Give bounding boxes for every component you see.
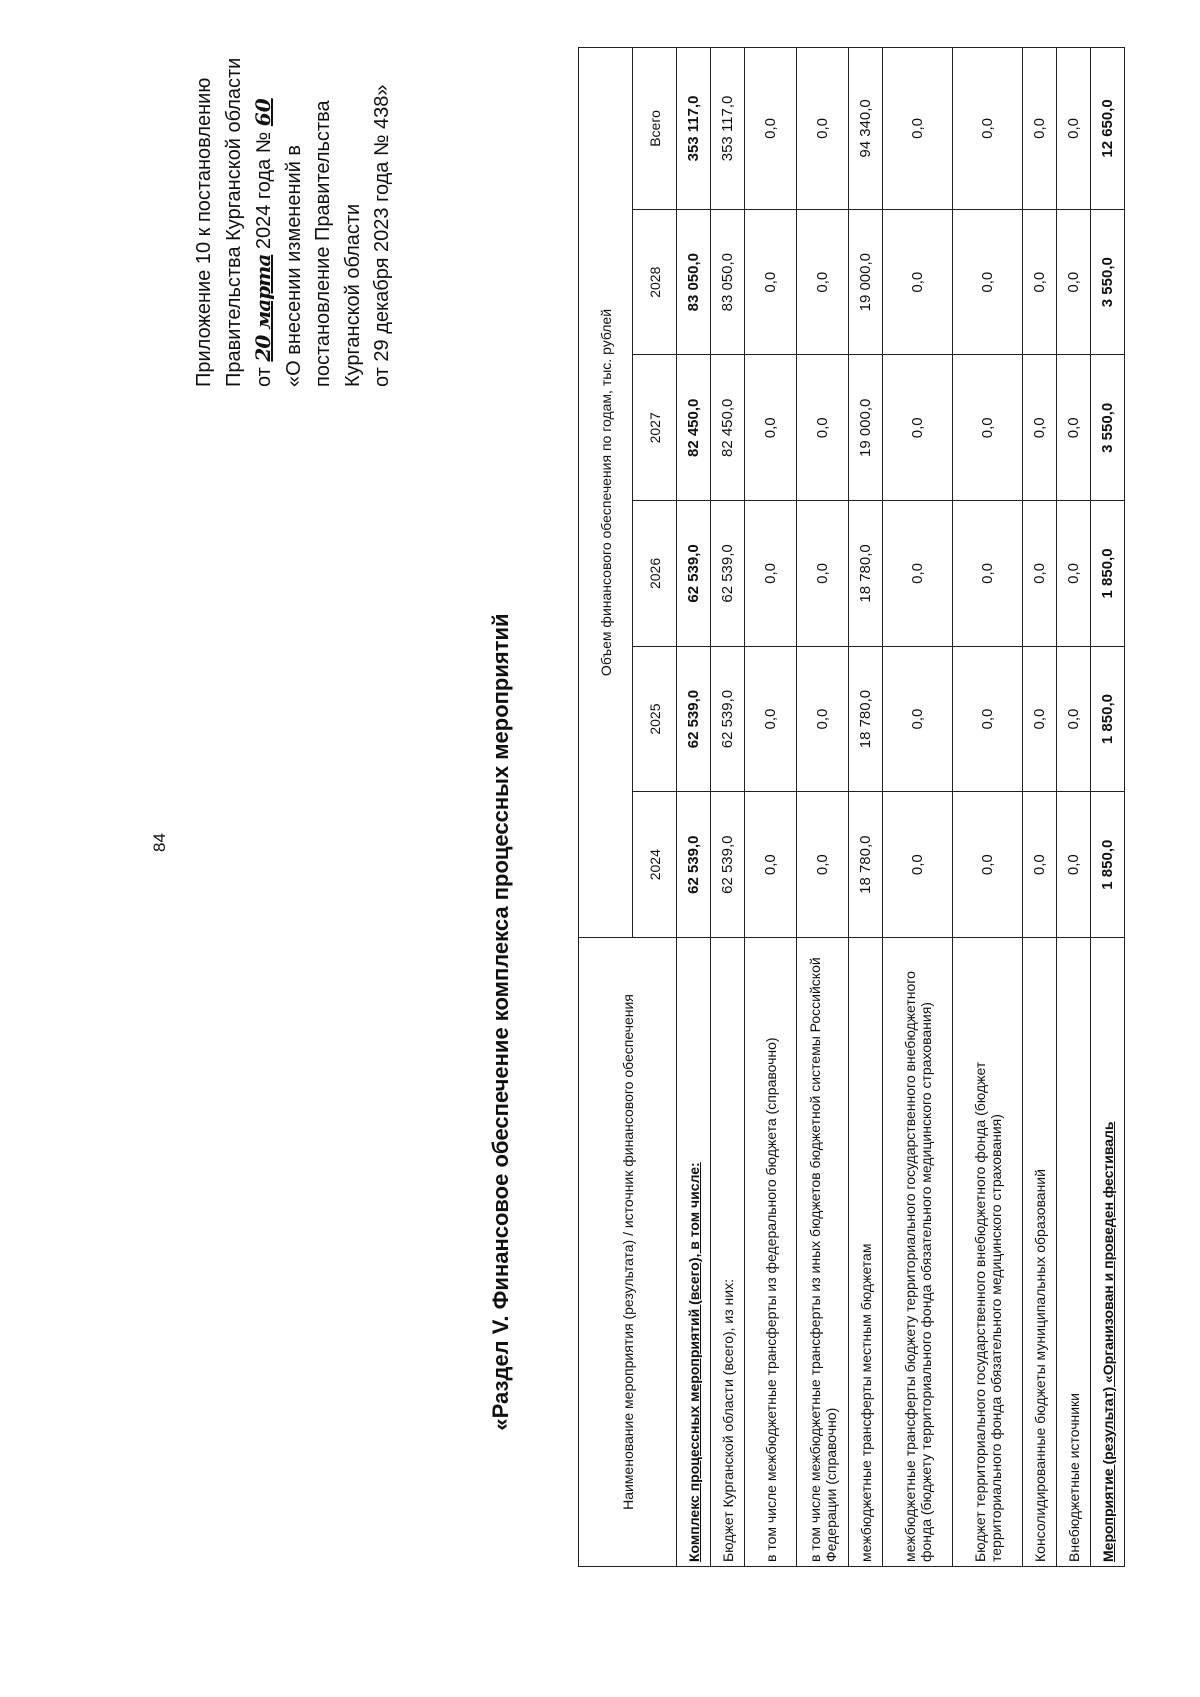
table-row [677,48,711,1567]
header-name: Наименование мероприятия (результата) / источник финансового обеспечения [579,938,677,1567]
row-name: межбюджетные трансферты местным бюджетам [849,938,883,1567]
row-value: 0,0 [797,355,849,501]
row-value: 0,0 [1057,48,1091,210]
row-value: 0,0 [1023,501,1057,647]
handwritten-date: 20 марта [251,254,275,362]
table-row [883,48,953,1567]
row-name: в том числе межбюджетные трансферты из федерального бюджета (справочно) [745,938,797,1567]
header-year: 2024 [633,792,677,938]
header-year: 2027 [633,355,677,501]
row-value: 0,0 [1057,501,1091,647]
annex-year: 2024 года № [253,131,275,250]
header-year: 2025 [633,646,677,792]
row-value: 0,0 [745,792,797,938]
row-name: Бюджет Курганской области (всего), из них: [711,938,745,1567]
row-value: 0,0 [883,646,953,792]
row-value: 0,0 [797,792,849,938]
row-value: 0,0 [883,792,953,938]
row-value: 62 539,0 [711,792,745,938]
row-value: 1 850,0 [1091,646,1125,792]
row-value: 0,0 [1057,209,1091,355]
row-value: 353 117,0 [711,48,745,210]
row-value: 19 000,0 [849,355,883,501]
row-value: 0,0 [1057,355,1091,501]
row-value: 0,0 [1057,792,1091,938]
row-value: 62 539,0 [677,792,711,938]
header-group: Объем финансового обеспечения по годам, тыс. рублей [579,48,633,938]
annex-line: постановление Правительства [312,100,334,387]
row-value: 62 539,0 [677,646,711,792]
annex-line: от 29 декабря 2023 года № 438» [371,84,393,387]
row-value: 12 650,0 [1091,48,1125,210]
row-value: 3 550,0 [1091,355,1125,501]
row-value: 3 550,0 [1091,209,1125,355]
row-name: Комплекс процессных мероприятий (всего), в том числе: [677,938,711,1567]
row-value: 82 450,0 [711,355,745,501]
row-value: 0,0 [953,646,1023,792]
header-total: Всего [633,48,677,210]
row-value: 0,0 [953,501,1023,647]
row-value: 0,0 [1023,792,1057,938]
table-row [797,48,849,1567]
row-value: 0,0 [745,501,797,647]
annex-line: Курганской области [341,203,364,387]
row-value: 62 539,0 [677,501,711,647]
row-value: 0,0 [797,48,849,210]
row-value: 0,0 [797,501,849,647]
row-value: 0,0 [745,48,797,210]
row-value: 62 539,0 [711,501,745,647]
row-value: 0,0 [883,209,953,355]
row-value: 19 000,0 [849,209,883,355]
row-value: 0,0 [883,355,953,501]
row-value: 353 117,0 [677,48,711,210]
table-row [849,48,883,1567]
table-row [1057,48,1091,1567]
row-value: 18 780,0 [849,501,883,647]
row-name: в том числе межбюджетные трансферты из иных бюджетов бюджетной системы Российской Федерации (справочно) [797,938,849,1567]
row-value: 0,0 [745,646,797,792]
row-value: 0,0 [1023,646,1057,792]
table-row [1023,48,1057,1567]
row-value: 0,0 [953,355,1023,501]
table-row [711,48,745,1567]
annex-line: «О внесении изменений в [282,144,305,387]
header-year: 2026 [633,501,677,647]
row-value: 0,0 [953,792,1023,938]
annex-prefix: от [253,367,275,387]
row-name: Бюджет территориального государственного внебюджетного фонда (бюджет территориального фонда обязательного медицинского страхования) [953,938,1023,1567]
table-row [953,48,1023,1567]
row-value: 82 450,0 [677,355,711,501]
financing-table [578,47,1125,1567]
row-value: 0,0 [883,501,953,647]
section-title: «Раздел V. Финансовое обеспечение комплекса процессных мероприятий [488,613,513,1431]
handwritten-number: 60 [251,98,275,127]
row-value: 0,0 [1057,646,1091,792]
row-value: 1 850,0 [1091,501,1125,647]
row-name: межбюджетные трансферты бюджету территориального государственного внебюджетного фонда (бюджету территориального фонда обязательного медицинского страхования) [883,938,953,1567]
table-row [1091,48,1125,1567]
row-value: 0,0 [953,209,1023,355]
row-value: 0,0 [797,646,849,792]
header-year: 2028 [633,209,677,355]
row-value: 0,0 [1023,48,1057,210]
row-name: Мероприятие (результат) «Организован и проведен фестиваль [1091,938,1125,1567]
table-row [745,48,797,1567]
annex-line-date [249,17,280,387]
row-value: 18 780,0 [849,646,883,792]
row-value: 0,0 [797,209,849,355]
row-value: 18 780,0 [849,792,883,938]
row-value: 0,0 [1023,209,1057,355]
row-value: 1 850,0 [1091,792,1125,938]
row-value: 0,0 [745,209,797,355]
page-number: 84 [150,833,169,852]
row-value: 62 539,0 [711,646,745,792]
annex-line: Приложение 10 к постановлению [193,77,215,387]
row-value: 0,0 [745,355,797,501]
row-value: 0,0 [953,48,1023,210]
annex-line: Правительства Курганской области [222,57,245,387]
row-name: Консолидированные бюджеты муниципальных образований [1023,938,1057,1567]
row-name: Внебюджетные источники [1057,938,1091,1567]
annex-block [190,17,398,387]
row-value: 94 340,0 [849,48,883,210]
row-value: 0,0 [1023,355,1057,501]
row-value: 0,0 [883,48,953,210]
row-value: 83 050,0 [677,209,711,355]
row-value: 83 050,0 [711,209,745,355]
